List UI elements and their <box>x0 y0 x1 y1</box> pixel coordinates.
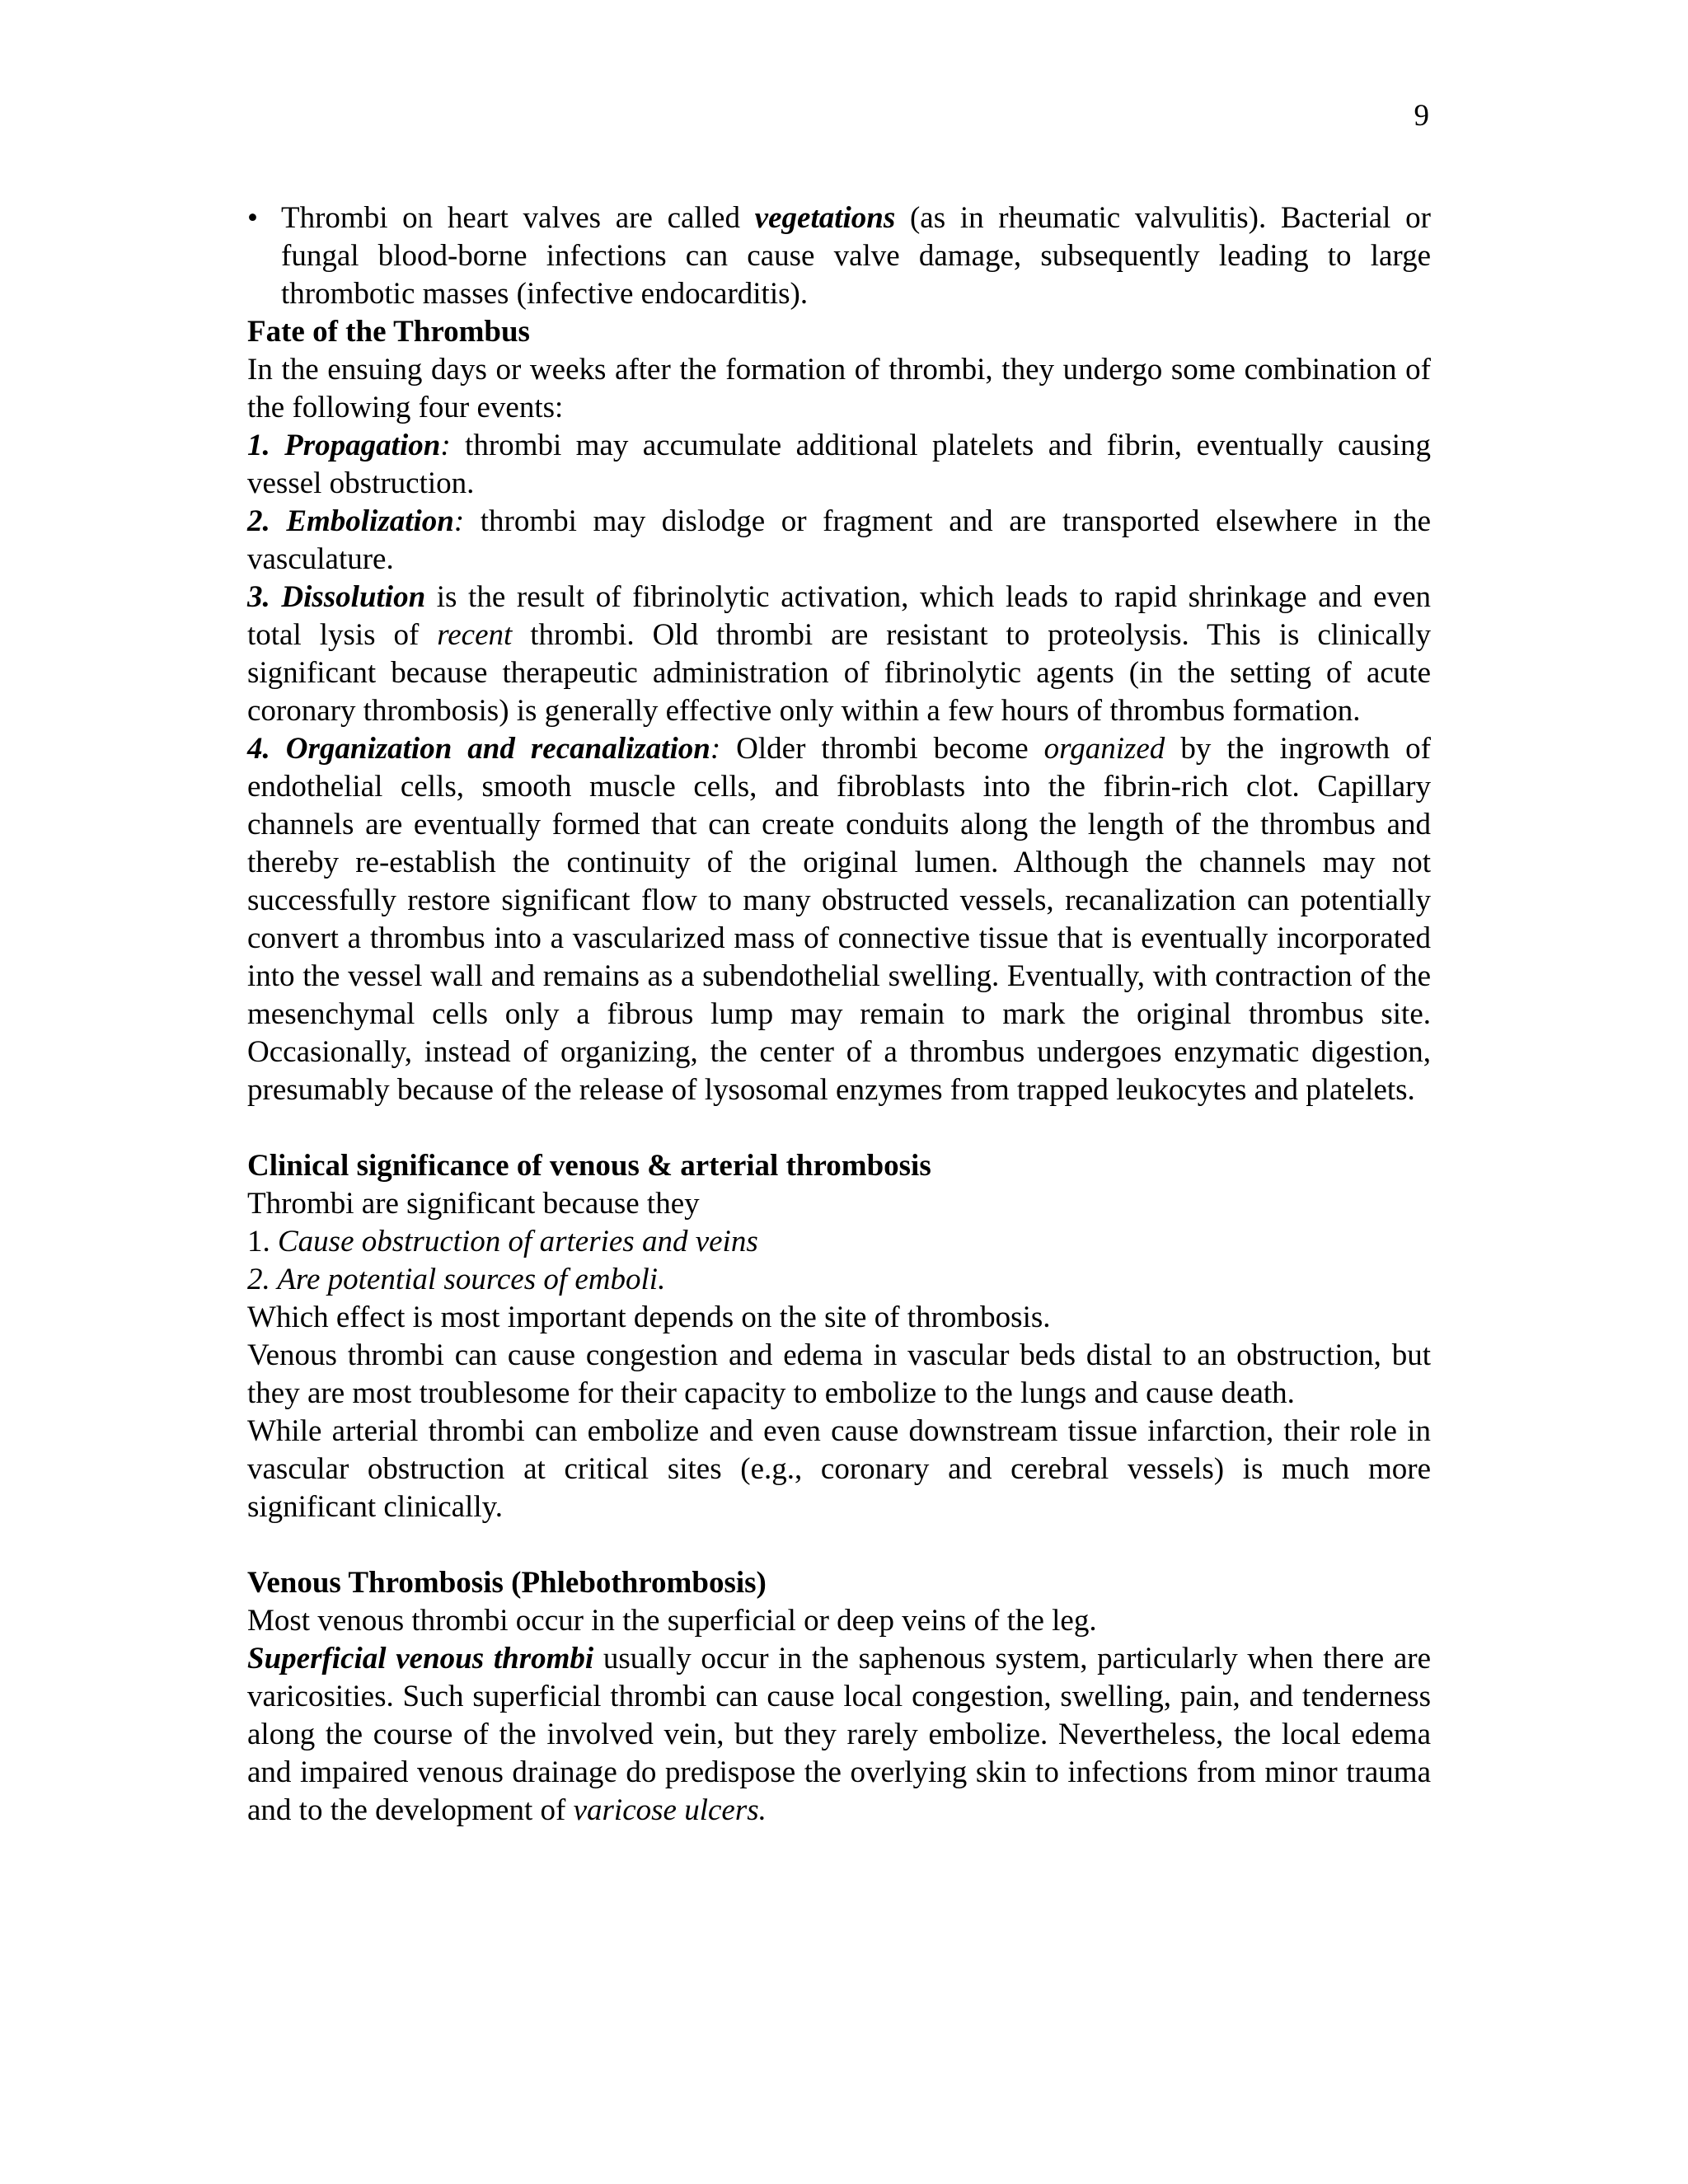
clinical-intro: Thrombi are significant because they <box>247 1187 700 1221</box>
bullet-icon: • <box>247 201 258 235</box>
item-text: Cause obstruction of arteries and veins <box>278 1225 758 1258</box>
term-colon: : <box>453 504 465 538</box>
dissolution-paragraph <box>247 579 1431 730</box>
bullet-text-part: (as in rheumatic valvulitis). Bacterial or fungal blood-borne infections can cause valve damage, subsequently leading to large thrombotic masses (infective endocarditis). <box>281 201 1431 311</box>
term-colon: : <box>710 732 721 766</box>
clinical-effect-paragraph: Which effect is most important depends on the site of thrombosis. <box>247 1301 1051 1334</box>
clinical-item-2: 2. Are potential sources of emboli. <box>247 1263 666 1296</box>
emphasis-recent: recent <box>437 618 513 652</box>
term-embolization: 2. Embolization <box>247 504 454 538</box>
fate-intro-paragraph: In the ensuing days or weeks after the formation of thrombi, they undergo some combination of the following four events: <box>247 353 1431 424</box>
dissolution-text: is the result of fibrinolytic activation, which leads to rapid shrinkage and even total lysis of <box>247 580 1431 652</box>
superficial-venous-paragraph <box>247 1640 1431 1830</box>
term-propagation: 1. Propagation <box>247 429 441 462</box>
emphasis-organized: organized <box>1043 732 1165 766</box>
organization-paragraph <box>247 730 1431 1109</box>
venous-intro: Most venous thrombi occur in the superficial or deep veins of the leg. <box>247 1604 1097 1638</box>
item-number: 1. <box>247 1225 278 1258</box>
term-organization-recanalization: 4. Organization and recanalization <box>247 732 710 766</box>
propagation-paragraph <box>247 427 1431 503</box>
organization-text: by the ingrowth of endothelial cells, smooth muscle cells, and fibroblasts into the fibrin-rich clot. Capillary channels are eventually formed that can create conduits along the length of the thrombus and thereby re-establish the continuity of the original lumen. Although the channels may not successfully restore significant flow to many obstructed vessels, recanalization can potentially convert a thrombus into a vascularized mass of connective tissue that is eventually incorporated into the vessel wall and remains as a subendothelial swelling. Eventually, with contraction of the mesenchymal cells only a fibrous lump may remain to mark the original thrombus site. Occasionally, instead of organizing, the center of a thrombus undergoes enzymatic digestion, presumably because of the release of lysosomal enzymes from trapped leukocytes and platelets. <box>247 732 1432 1107</box>
bullet-vegetations <box>247 199 1431 313</box>
superficial-venous-text: usually occur in the saphenous system, particularly when there are varicosities. Such superficial thrombi can cause local congestion, swelling, pain, and tenderness along the course of the involved vein, but they rarely embolize. Nevertheless, the local edema and impaired venous drainage do predispose the overlying skin to infections from minor trauma and to the development of <box>247 1642 1432 1827</box>
paragraph-gap <box>247 1109 1431 1147</box>
embolization-text: thrombi may dislodge or fragment and are transported elsewhere in the vasculature. <box>247 504 1431 576</box>
page-number: 9 <box>1414 99 1429 133</box>
embolization-paragraph <box>247 503 1431 579</box>
clinical-venous-paragraph: Venous thrombi can cause congestion and edema in vascular beds distal to an obstruction, but they are most troublesome for their capacity to embolize to the lungs and cause death. <box>247 1338 1431 1410</box>
emphasis-varicose-ulcers: varicose ulcers. <box>573 1793 767 1827</box>
heading-venous-thrombosis: Venous Thrombosis (Phlebothrombosis) <box>247 1566 767 1600</box>
dissolution-text: thrombi. Old thrombi are resistant to proteolysis. This is clinically significant because therapeutic administration of fibrinolytic agents (in the setting of acute coronary thrombosis) is generally effective only within a few hours of thrombus formation. <box>247 618 1431 728</box>
propagation-text: thrombi may accumulate additional platelets and fibrin, eventually causing vessel obstruction. <box>247 429 1431 500</box>
clinical-arterial-paragraph: While arterial thrombi can embolize and even cause downstream tissue infarction, their role in vascular obstruction at critical sites (e.g., coronary and cerebral vessels) is much more significant clinically. <box>247 1414 1431 1524</box>
term-vegetations: vegetations <box>754 201 896 235</box>
organization-text: Older thrombi become <box>720 732 1044 766</box>
term-colon: : <box>440 429 451 462</box>
term-superficial-venous-thrombi: Superficial venous thrombi <box>247 1642 594 1675</box>
bullet-text-part: Thrombi on heart valves are called <box>281 201 755 235</box>
page-content <box>247 199 1431 1830</box>
heading-clinical-significance: Clinical significance of venous & arterial thrombosis <box>247 1149 931 1183</box>
term-dissolution: 3. Dissolution <box>247 580 426 614</box>
heading-fate-of-thrombus: Fate of the Thrombus <box>247 315 530 349</box>
paragraph-gap <box>247 1526 1431 1564</box>
clinical-item-1 <box>247 1223 1431 1261</box>
